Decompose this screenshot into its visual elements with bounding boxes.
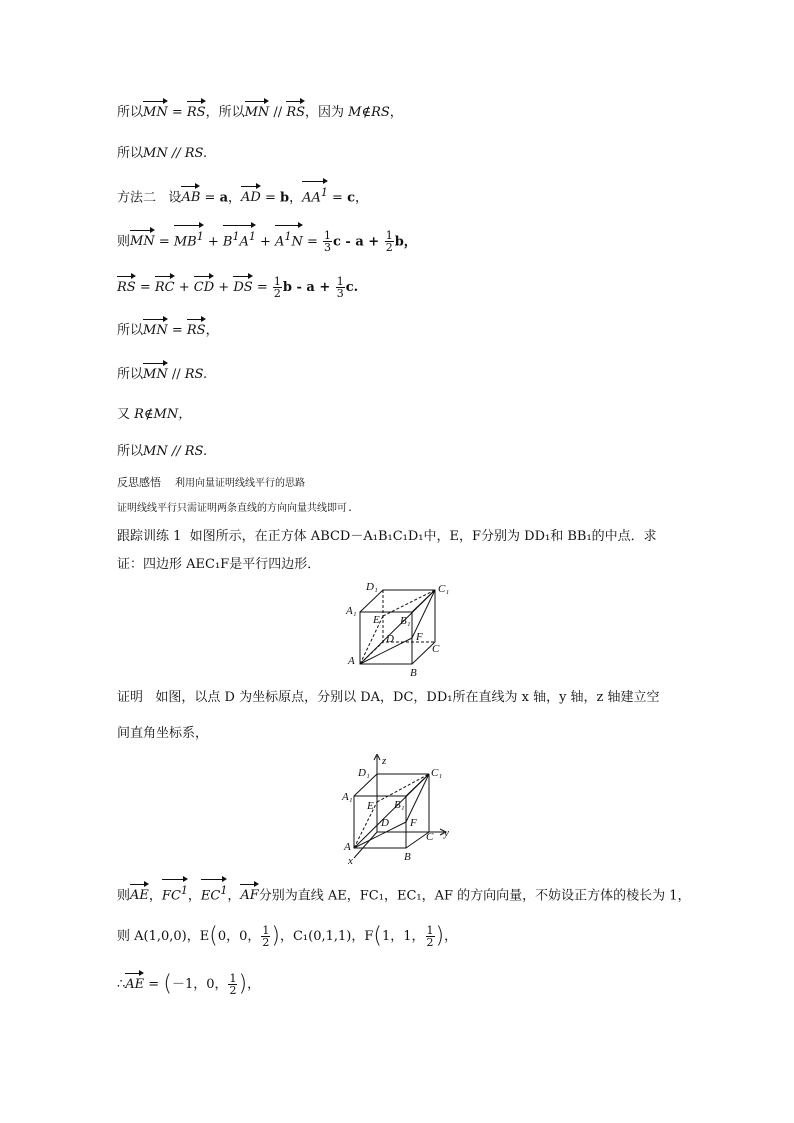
- text: 如图所示，在正方体 ABCD－A₁B₁C₁D₁中，E，F分别为 DD₁和 BB₁的中点．求: [189, 529, 657, 544]
- method2-title: 方法二: [117, 190, 157, 206]
- reflection-title: 反思感悟: [117, 476, 161, 489]
- text: 所以: [117, 323, 144, 338]
- text: 设: [168, 190, 182, 206]
- label-B: B: [404, 851, 411, 863]
- label-D1: D₁: [358, 767, 370, 779]
- fraction-one-third: $\frac{1}{3}$: [336, 275, 344, 300]
- cube-figure-1: [340, 578, 460, 678]
- label-A1: A₁: [342, 791, 353, 803]
- vector-mn: MN: [244, 105, 270, 120]
- label-E: E: [373, 614, 380, 626]
- vector-b: b: [280, 190, 290, 206]
- vector-rs: RS: [117, 280, 136, 295]
- text: ，因为: [305, 105, 349, 120]
- reflection-body: 证明线线平行只需证明两条直线的方向向量共线即可.: [117, 503, 354, 514]
- vector-rc: RC: [154, 280, 175, 295]
- method2-rs-expression: RS = RC + CD + DS = $\frac{1}{2}$ b - a + $\frac{1}{3}$ c.: [117, 275, 359, 300]
- text: 又: [117, 407, 135, 422]
- vector-ab: AB: [181, 190, 201, 206]
- proof-direction-vectors: 则AE，$FC^1$，$EC^1$，AF分别为直线 AE，FC₁，EC₁，AF 的方向向量，不妨设正方体的棱长为 1，: [117, 884, 691, 904]
- vector-mb1: $MB^1$: [173, 230, 204, 250]
- method2-so3: [117, 443, 207, 461]
- vector-cd: CD: [193, 280, 215, 295]
- label-F: F: [416, 631, 423, 643]
- exercise-line2: 证：四边形 AEC₁F是平行四边形．: [117, 557, 321, 572]
- text: 分别为直线 AE，FC₁，EC₁，AF 的方向向量，不妨设正方体的棱长为 1，: [258, 888, 691, 904]
- text: =: [327, 190, 348, 206]
- proof-line2: 间直角坐标系，: [117, 726, 209, 741]
- text: ∴: [117, 977, 126, 992]
- paren: (: [209, 923, 218, 949]
- label-D1: D₁: [366, 581, 378, 593]
- label-A: A: [344, 841, 351, 853]
- text: 所以: [117, 367, 144, 382]
- label-B: B: [410, 667, 417, 678]
- text: c.: [345, 280, 359, 295]
- vector-fc1: $FC^1$: [161, 884, 188, 904]
- text: 所以: [117, 444, 144, 459]
- label-A: A: [348, 655, 355, 667]
- proof-ae-vector: ∴AE = (－1，0， $\frac{1}{2}$ )，: [117, 971, 261, 997]
- text: 则: [117, 888, 131, 904]
- text: b - a +: [282, 280, 335, 295]
- text: //: [269, 105, 287, 120]
- paren: ): [271, 923, 280, 949]
- fraction-one-third: $\frac{1}{3}$: [323, 229, 331, 255]
- fraction-one-half: $\frac{1}{2}$: [426, 924, 434, 949]
- vector-mn: MN: [143, 323, 168, 338]
- vector-mn: MN: [130, 234, 155, 250]
- text: RS.: [184, 367, 208, 382]
- text: 则 A(1,0,0)，E: [117, 929, 210, 944]
- vector-rs: RS: [186, 105, 206, 120]
- label-E: E: [367, 800, 374, 812]
- method2-also: [117, 406, 191, 424]
- method2-so1: 所以MN = RS，: [117, 323, 219, 338]
- label-B1: B₁: [394, 799, 405, 811]
- text: ，: [247, 977, 261, 992]
- reflection-subtitle: 利用向量证明线线平行的思路: [175, 478, 305, 489]
- text: 所以: [117, 105, 144, 120]
- text: R∉MN，: [134, 407, 192, 422]
- vector-ec1: $EC^1$: [200, 884, 228, 904]
- exercise-line1: [117, 528, 657, 546]
- exercise-title: 跟踪训练 1: [117, 529, 182, 544]
- text: ，: [389, 105, 403, 120]
- text: b，: [394, 234, 417, 250]
- paren: ): [435, 923, 445, 949]
- proof-title: 证明: [117, 690, 144, 705]
- label-C1: C₁: [431, 767, 443, 779]
- method1-line2: [117, 145, 207, 163]
- vector-a: a: [219, 190, 228, 206]
- text: ，: [444, 929, 458, 944]
- label-F: F: [410, 817, 417, 829]
- vector-c: c: [347, 190, 355, 206]
- paren: (: [373, 923, 382, 949]
- label-C: C: [426, 831, 434, 843]
- text: ，所以: [205, 105, 245, 120]
- method2-so2: 所以MN // RS.: [117, 367, 208, 382]
- method2-mn-expression: 则MN = $MB^1 + B^1A^1 + A^1N$ = $\frac{1}{3}$ c - a + $\frac{1}{2}$ b，: [117, 229, 417, 255]
- text: MN // RS.: [143, 146, 208, 161]
- vector-rs: RS: [186, 323, 206, 338]
- paren: ): [238, 971, 248, 997]
- vector-af: AF: [240, 888, 259, 904]
- vector-ae: AE: [130, 888, 149, 904]
- vector-aa1: $AA^1$: [302, 186, 328, 206]
- text: =: [200, 190, 220, 206]
- label-z: z: [382, 755, 387, 767]
- text: =: [167, 105, 187, 120]
- paren: (: [163, 971, 172, 997]
- text: 如图，以点 D 为坐标原点，分别以 DA，DC，DD₁所在直线为 x 轴，y 轴，z 轴建立空: [155, 690, 660, 705]
- fraction-one-half: $\frac{1}{2}$: [385, 229, 393, 255]
- proof-line1: [117, 689, 660, 707]
- vector-b1a1: $B^1A^1$: [222, 230, 256, 250]
- label-B1: B₁: [400, 615, 411, 627]
- method2-setup: 方法二 设AB = a，AD = b，$AA^1 = c$，: [117, 186, 368, 206]
- proof-points: 则 A(1,0,0)，E(0，0， $\frac{1}{2}$ )，C₁(0,1,1)，F(1，1， $\frac{1}{2}$ )，: [117, 923, 458, 949]
- text: ，: [205, 323, 219, 338]
- text: =: [260, 190, 280, 206]
- text: ，: [354, 190, 368, 206]
- text: ，C₁(0,1,1)，F: [279, 929, 374, 944]
- vector-ds: DS: [233, 280, 253, 295]
- label-C: C: [432, 643, 440, 655]
- cube-figure-2: [340, 754, 460, 866]
- fraction-one-half: $\frac{1}{2}$: [273, 275, 281, 300]
- text: c - a +: [332, 234, 384, 250]
- label-x: x: [348, 855, 353, 866]
- method1-line1: [117, 104, 403, 122]
- text: 所以: [117, 146, 144, 161]
- vector-ae: AE: [125, 977, 145, 992]
- vector-rs: RS: [286, 105, 306, 120]
- text: 则: [117, 234, 131, 250]
- vector-mn: MN: [143, 105, 168, 120]
- label-D: D: [386, 633, 394, 645]
- label-y: y: [444, 827, 449, 839]
- fraction-one-half: $\frac{1}{2}$: [262, 924, 270, 949]
- text: M∉RS: [348, 105, 390, 120]
- label-C1: C₁: [438, 583, 450, 595]
- vector-ad: AD: [241, 190, 261, 206]
- text: MN // RS.: [143, 444, 208, 459]
- vector-mn: MN: [143, 367, 168, 382]
- vector-a1n: $A^1N$: [275, 230, 303, 250]
- fraction-one-half: $\frac{1}{2}$: [229, 972, 237, 997]
- reflection-heading: [117, 474, 305, 493]
- label-A1: A₁: [346, 605, 357, 617]
- label-D: D: [381, 817, 389, 829]
